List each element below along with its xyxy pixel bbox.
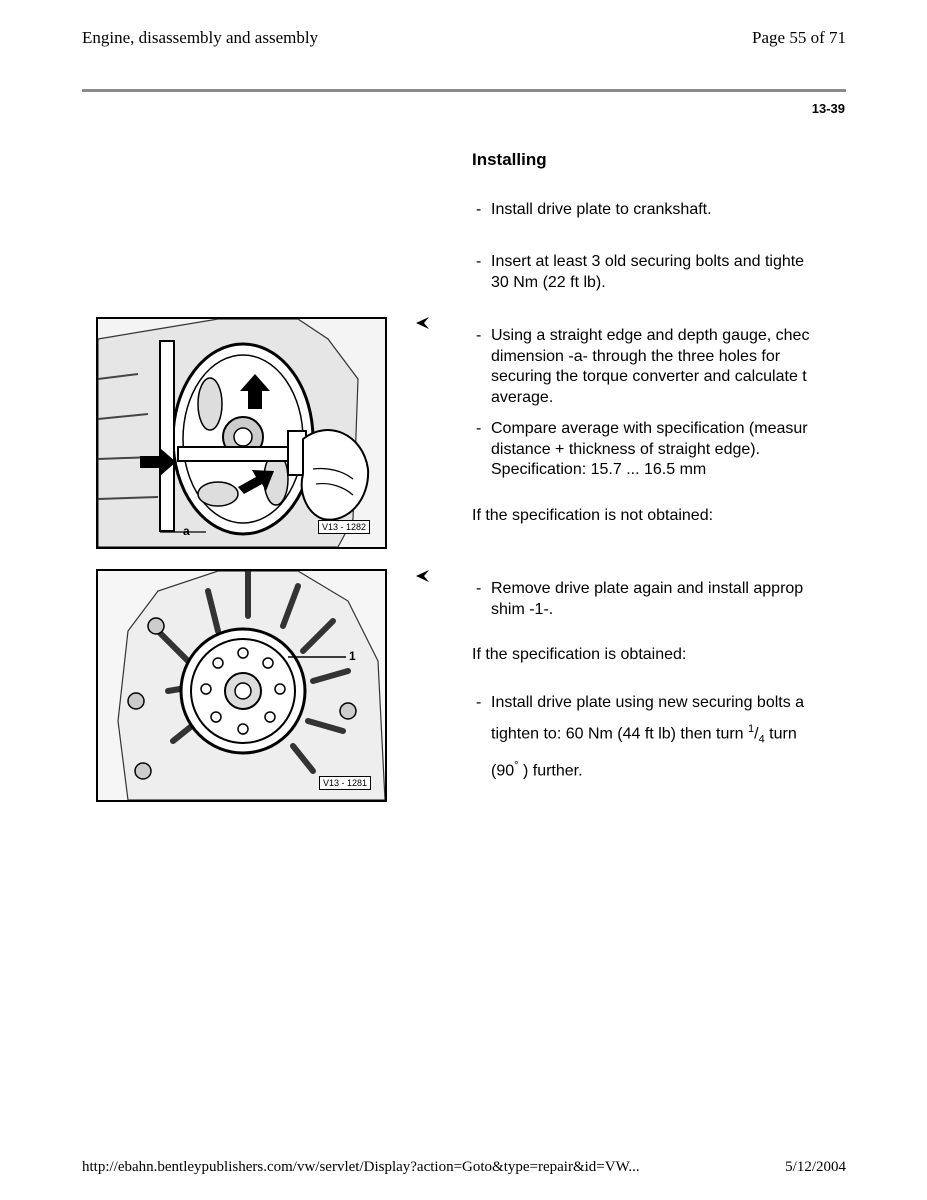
footer-url: http://ebahn.bentleypublishers.com/vw/servlet/Display?action=Goto&type=repair&id=VW... xyxy=(82,1159,640,1175)
figure-depth-gauge xyxy=(96,317,387,549)
step-measure-dimension-a: - Using a straight edge and depth gauge, chec dimension -a- through the three holes for securing the torque converter and calculate t average. xyxy=(476,327,810,406)
callout-a: a xyxy=(183,524,190,538)
section-page-number: 13-39 xyxy=(811,101,845,116)
figure-id-label: V13 - 1281 xyxy=(319,776,371,790)
step-install-drive-plate: - Install drive plate to crankshaft. xyxy=(476,201,712,218)
callout-1: 1 xyxy=(349,649,356,663)
figure-id-label: V13 - 1282 xyxy=(318,520,370,534)
header-divider xyxy=(82,89,846,92)
figure-shim xyxy=(96,569,387,802)
step-install-shim: - Remove drive plate again and install approp shim -1-. xyxy=(476,580,804,618)
footer-date: 5/12/2004 xyxy=(785,1159,846,1175)
step-install-new-bolts: - Install drive plate using new securing bolts a tighten to: 60 Nm (44 ft lb) then turn $^1/_4$ turn (90° ) further. xyxy=(476,694,805,779)
arrow-left-icon xyxy=(414,314,432,337)
step-compare-specification: - Compare average with specification (measur distance + thickness of straight edge). Specification: 15.7 ... 16.5 mm xyxy=(476,420,808,478)
drive-plate-measurement-illustration xyxy=(98,319,385,547)
condition-not-obtained: If the specification is not obtained: xyxy=(472,507,714,524)
step-insert-old-bolts: - Insert at least 3 old securing bolts and tighte 30 Nm (22 ft lb). xyxy=(476,253,805,291)
page-counter: Page 55 of 71 xyxy=(752,28,846,47)
arrow-left-icon xyxy=(414,567,432,590)
shim-installation-illustration xyxy=(98,571,385,800)
document-title: Engine, disassembly and assembly xyxy=(82,28,319,47)
section-heading: Installing xyxy=(472,150,547,169)
condition-obtained: If the specification is obtained: xyxy=(472,646,687,663)
